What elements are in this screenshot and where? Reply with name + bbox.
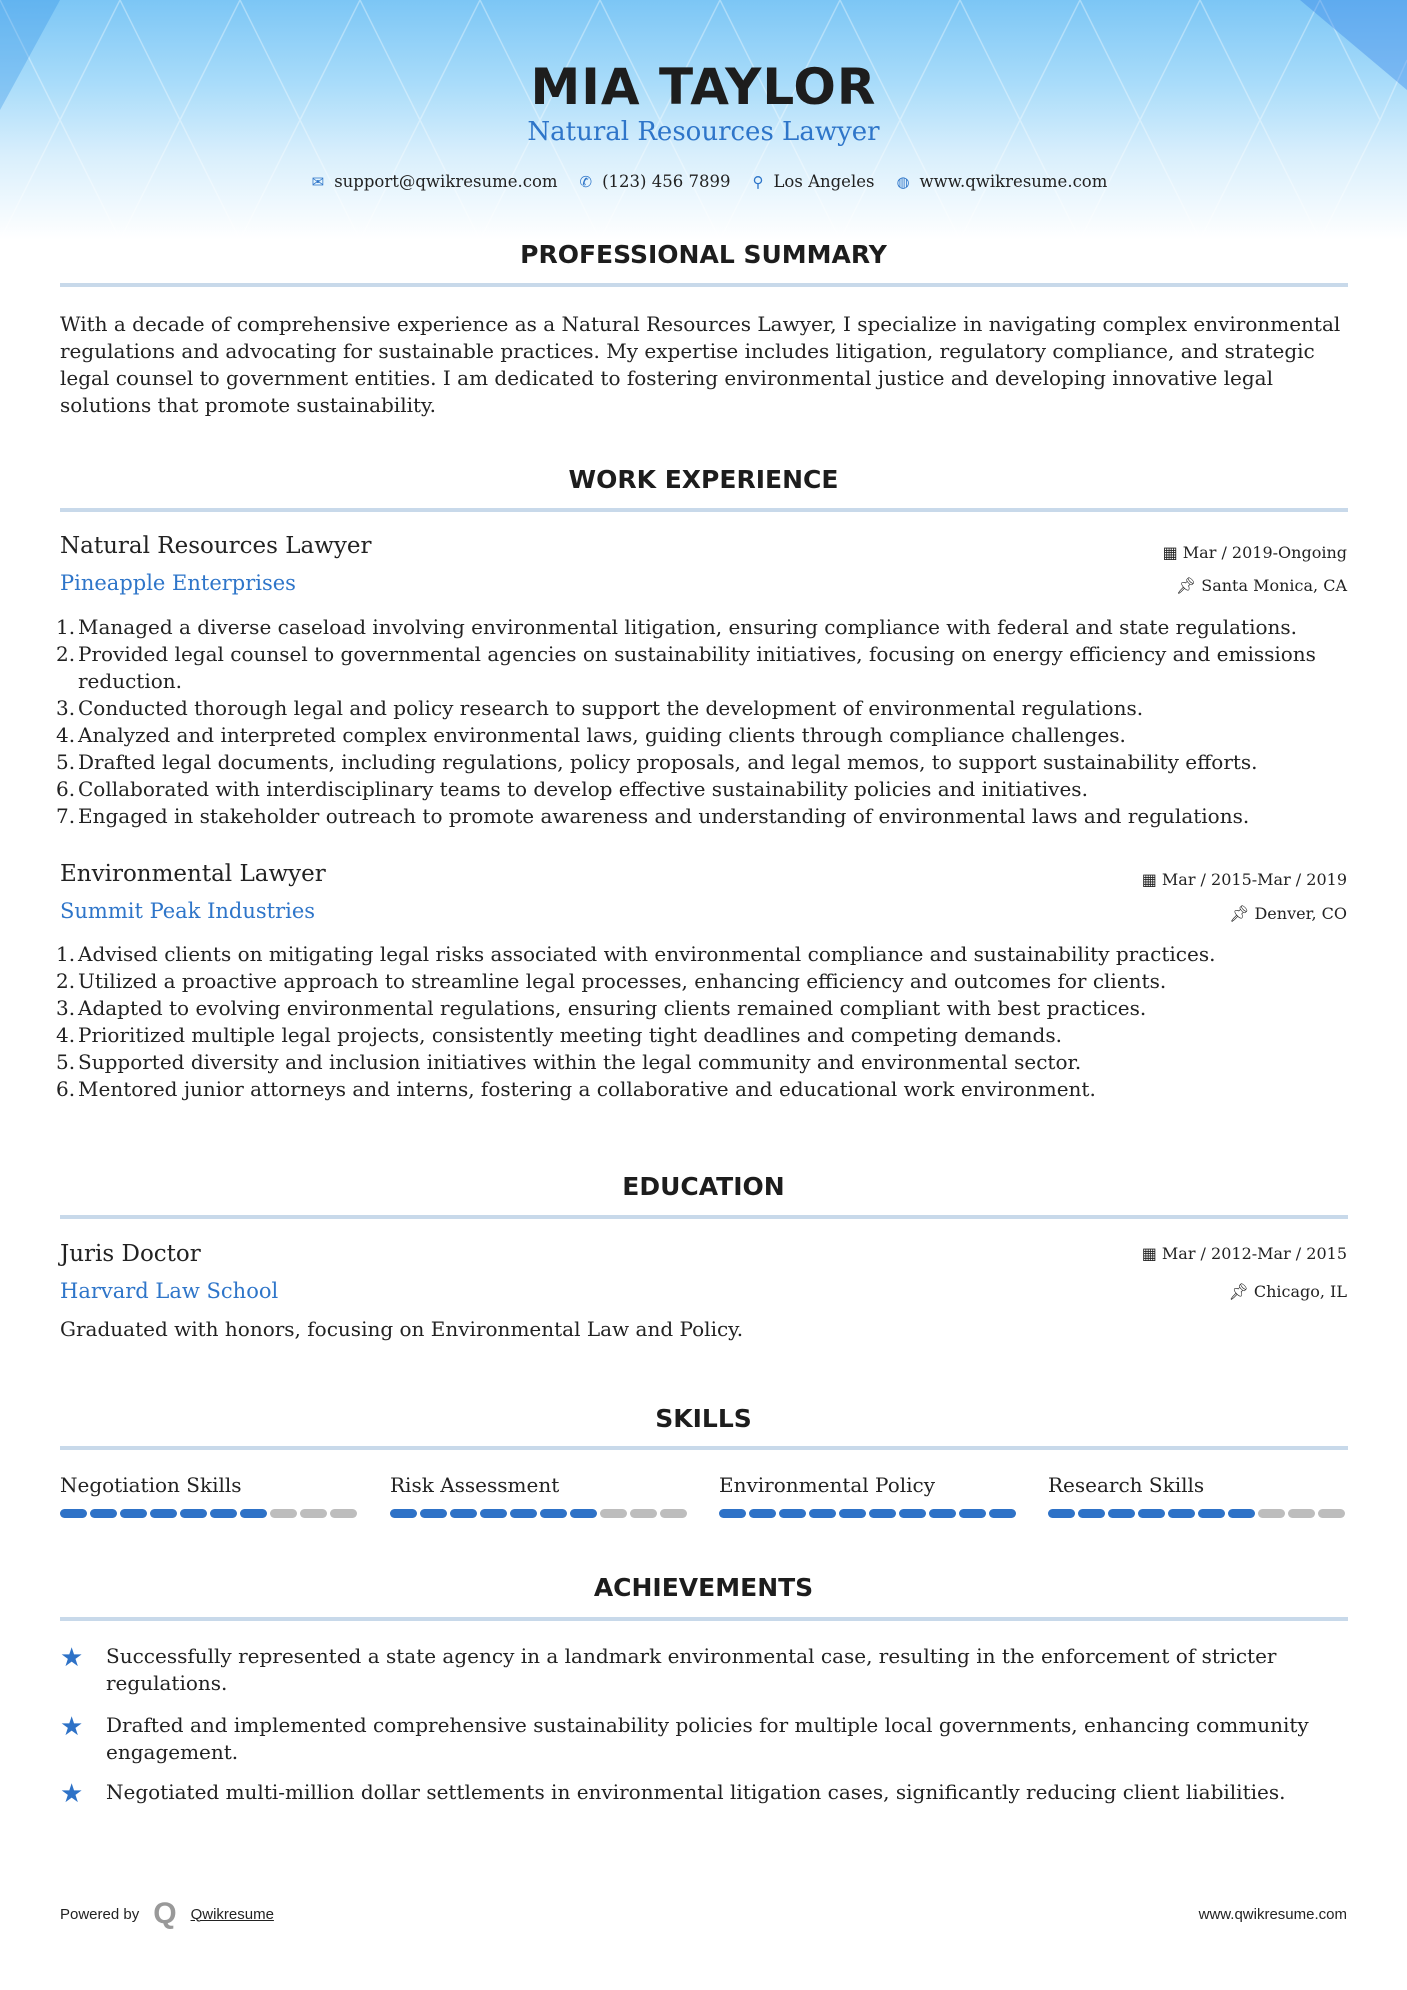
list-item: Adapted to evolving environmental regulations, ensuring clients remained compliant with best practices. [78,996,1147,1020]
pin-icon: 📌︎ [1228,1282,1254,1301]
section-heading-achievements: ACHIEVEMENTS [593,1573,814,1602]
map-marker-icon: ⚲ [752,172,764,191]
dates-text: Mar / 2012-Mar / 2015 [1161,1244,1347,1263]
list-item: Provided legal counsel to governmental agencies on sustainability initiatives, focusing on energy efficiency and emissions reduction. [78,642,1316,693]
rating-dot-filled [779,1509,806,1518]
rating-dot-filled [120,1509,147,1518]
job-dates [1142,870,1347,889]
pin-icon: 📌︎ [1175,576,1202,595]
rating-dot-filled [420,1509,447,1518]
rating-dot-empty [630,1509,657,1518]
job-bullets [60,614,1360,830]
rating-dot-filled [1048,1509,1075,1518]
pin-icon: 📌︎ [1229,904,1255,923]
achievement-text: Drafted and implemented comprehensive sustainability policies for multiple local governments, enhancing community engagement. [106,1713,1309,1764]
skill-item [390,1473,690,1518]
rating-dot-filled [869,1509,896,1518]
rating-dot-filled [1138,1509,1165,1518]
list-item: Analyzed and interpreted complex environmental laws, guiding clients through compliance challenges. [78,723,1126,747]
skill-name: Risk Assessment [390,1473,560,1497]
job-location [1176,576,1347,595]
candidate-name: MIA TAYLOR [530,58,877,116]
location-text: Denver, CO [1254,904,1347,923]
skill-name: Research Skills [1048,1473,1205,1497]
education-description: Graduated with honors, focusing on Environmental Law and Policy. [60,1317,744,1341]
achievement-item [60,1779,1350,1809]
rating-dot-empty [270,1509,297,1518]
phone-icon: ✆ [579,172,593,191]
dates-text: Mar / 2019-Ongoing [1182,543,1347,562]
rating-dot-filled [210,1509,237,1518]
job-bullets [60,941,1360,1103]
achievement-item [60,1712,1350,1766]
phone: (123) 456 7899 [602,172,731,191]
skill-rating [60,1509,360,1518]
list-item: Collaborated with interdisciplinary teams to develop effective sustainability policies and initiatives. [78,777,1088,801]
job-dates [1163,543,1347,562]
achievement-text: Negotiated multi-million dollar settlements in environmental litigation cases, significantly reducing client liabilities. [106,1780,1286,1804]
candidate-title: Natural Resources Lawyer [527,117,880,147]
location-text: Chicago, IL [1253,1282,1347,1301]
company-name: Pineapple Enterprises [60,571,296,595]
rating-dot-filled [929,1509,956,1518]
divider [60,508,1348,512]
list-item: Advised clients on mitigating legal risks associated with environmental compliance and sustainability practices. [78,942,1216,966]
rating-dot-filled [1228,1509,1255,1518]
list-item: Mentored junior attorneys and interns, fostering a collaborative and educational work environment. [78,1077,1096,1101]
divider [60,1446,1348,1450]
list-item: Prioritized multiple legal projects, consistently meeting tight deadlines and competing demands. [78,1023,1062,1047]
school-name: Harvard Law School [60,1279,279,1303]
rating-dot-filled [570,1509,597,1518]
rating-dot-empty [1258,1509,1285,1518]
footer-website[interactable]: www.qwikresume.com [1198,1906,1347,1923]
skill-rating [390,1509,690,1518]
list-item: Drafted legal documents, including regulations, policy proposals, and legal memos, to support sustainability efforts. [78,750,1258,774]
divider [60,283,1348,287]
rating-dot-empty [1288,1509,1315,1518]
job-title: Environmental Lawyer [60,861,326,887]
star-icon: ★ [60,1779,84,1809]
rating-dot-filled [1108,1509,1135,1518]
brand-link[interactable]: Qwikresume [190,1905,274,1923]
rating-dot-filled [480,1509,507,1518]
qwikresume-logo-icon: Q [153,1897,177,1930]
skill-item [1048,1473,1348,1518]
rating-dot-filled [540,1509,567,1518]
dates-text: Mar / 2015-Mar / 2019 [1161,870,1347,889]
rating-dot-filled [1198,1509,1225,1518]
rating-dot-filled [450,1509,477,1518]
contact-bar [0,172,1407,191]
powered-by-label: Powered by [60,1905,140,1923]
rating-dot-empty [330,1509,357,1518]
summary-text: With a decade of comprehensive experience as a Natural Resources Lawyer, I specialize in navigating complex environmental regulations and advocating for sustainable practices. My expertise includes litigation, regulatory compliance, and strategic legal counsel to government entities. I am dedicated to fostering environmental justice and developing innovative legal solutions that promote sustainability. [60,312,1341,417]
section-heading-skills: SKILLS [655,1404,752,1433]
website[interactable]: www.qwikresume.com [919,172,1108,191]
job-location [1229,904,1347,923]
section-heading-work: WORK EXPERIENCE [568,465,839,494]
rating-dot-filled [1168,1509,1195,1518]
rating-dot-filled [180,1509,207,1518]
rating-dot-filled [749,1509,776,1518]
location-text: Santa Monica, CA [1201,576,1347,595]
rating-dot-filled [989,1509,1016,1518]
rating-dot-empty [600,1509,627,1518]
rating-dot-filled [390,1509,417,1518]
degree: Juris Doctor [60,1241,201,1267]
calendar-icon: ▦ [1162,543,1183,562]
skill-name: Negotiation Skills [60,1473,242,1497]
section-heading-summary: PROFESSIONAL SUMMARY [520,240,887,269]
skill-name: Environmental Policy [719,1473,936,1497]
achievement-item [60,1643,1350,1697]
rating-dot-filled [839,1509,866,1518]
rating-dot-filled [60,1509,87,1518]
skill-rating [719,1509,1019,1518]
globe-icon: ◍ [896,172,910,191]
list-item: Engaged in stakeholder outreach to promote awareness and understanding of environmental laws and regulations. [78,804,1250,828]
rating-dot-filled [510,1509,537,1518]
rating-dot-filled [240,1509,267,1518]
rating-dot-filled [899,1509,926,1518]
envelope-icon: ✉ [311,172,325,191]
education-dates [1142,1244,1347,1263]
divider [60,1617,1348,1621]
education-location [1228,1282,1347,1301]
rating-dot-filled [719,1509,746,1518]
rating-dot-filled [809,1509,836,1518]
section-heading-education: EDUCATION [622,1172,785,1201]
achievement-text: Successfully represented a state agency in a landmark environmental case, resulting in the enforcement of stricter regulations. [106,1644,1277,1695]
company-name: Summit Peak Industries [60,899,316,923]
list-item: Managed a diverse caseload involving environmental litigation, ensuring compliance with federal and state regulations. [78,615,1298,639]
star-icon: ★ [60,1643,84,1673]
skill-item [60,1473,360,1518]
rating-dot-empty [1318,1509,1345,1518]
calendar-icon: ▦ [1141,1244,1162,1263]
rating-dot-empty [300,1509,327,1518]
list-item: Conducted thorough legal and policy research to support the development of environmental regulations. [78,696,1144,720]
rating-dot-filled [1078,1509,1105,1518]
location: Los Angeles [773,172,875,191]
skill-rating [1048,1509,1348,1518]
star-icon: ★ [60,1712,84,1742]
rating-dot-filled [959,1509,986,1518]
rating-dot-filled [150,1509,177,1518]
list-item: Supported diversity and inclusion initiatives within the legal community and environmental sector. [78,1050,1082,1074]
footer-powered [60,1897,274,1930]
divider [60,1215,1348,1219]
email[interactable]: support@qwikresume.com [334,172,558,191]
rating-dot-empty [660,1509,687,1518]
rating-dot-filled [90,1509,117,1518]
skill-item [719,1473,1019,1518]
calendar-icon: ▦ [1141,870,1162,889]
job-title: Natural Resources Lawyer [60,533,372,559]
list-item: Utilized a proactive approach to streamline legal processes, enhancing efficiency and outcomes for clients. [78,969,1167,993]
